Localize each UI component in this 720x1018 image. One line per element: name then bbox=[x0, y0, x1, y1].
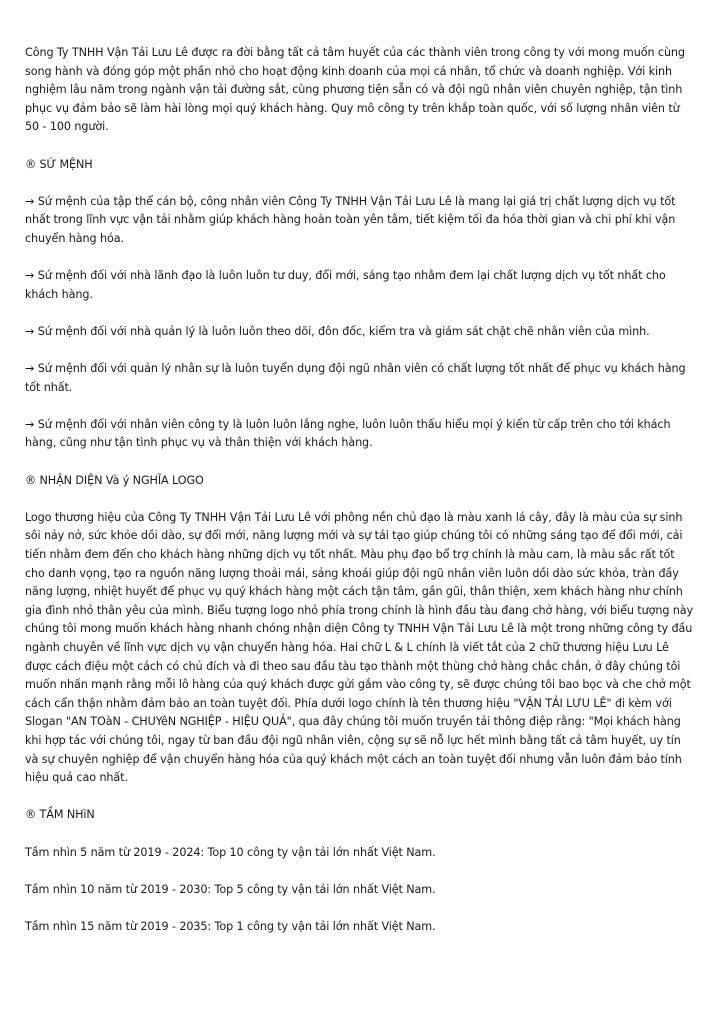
mission-item: → Sứ mệnh của tập thể cán bộ, công nhân viên Công Ty TNHH Vận Tải Lưu Lê là mang lại giá trị chất lượng dịch vụ tốt nhất trong lĩnh vực vận tải nhằm giúp khách hàng hoàn toàn yên tâm, tiết kiệm tối đa hóa thời gian và chi phí khi vận chuyển hàng hóa. bbox=[25, 194, 676, 245]
mission-item: → Sứ mệnh đối với nhà lãnh đạo là luôn luôn tư duy, đổi mới, sáng tạo nhằm đem lại chất lượng dịch vụ tốt nhất cho khách hàng. bbox=[25, 269, 666, 301]
vision-item: Tầm nhìn 5 năm từ 2019 - 2024: Top 10 công ty vận tải lớn nhất Việt Nam. bbox=[25, 845, 436, 859]
mission-item: → Sứ mệnh đối với quản lý nhân sự là luôn tuyển dụng đội ngũ nhân viên có chất lượng tốt nhất để phục vụ khách hàng tốt nhất. bbox=[25, 362, 686, 394]
logo-paragraph: Logo thương hiệu của Công Ty TNHH Vận Tải Lưu Lê với phông nền chủ đạo là màu xanh lá cây, đây là màu của sự sinh sôi nảy nở, sức khỏe dồi dào, sự đổi mới, năng lượng mới và sự tái tạo giúp chúng tôi có những sáng tạo để đổi mới, cải tiến nhằm đem đến cho khách hàng những dịch vụ tốt nhất. Màu phụ đạo bổ trợ chính là màu cam, là màu sắc rất tốt cho danh vọng, tạo ra nguồn năng lượng thoải mái, sảng khoái giúp đội ngũ nhân viên luôn dồi dào sức khỏa, tràn đầy năng lượng, nhiệt huyết để phục vụ quý khách hàng một cách tận tâm, gần gũi, thân thiện, xem khách hàng như chính gia đình nhỏ thân yêu của mình. Biểu tượng logo nhỏ phía trong chính là hình đầu tàu đang chở hàng, với biểu tượng này chúng tôi mong muốn khách hàng nhanh chóng nhận diện Công ty TNHH Vận Tải Lưu Lê là một trong những công ty đầu ngành chuyên về lĩnh vực dịch vụ vận chuyển hàng hóa. Hai chữ L & L chính là viết tắt của 2 chữ thương hiệu Lưu Lê được cách điệu một cách có chủ đích và đi theo sau đầu tàu tạo thành một thùng chở hàng chắc chắn, ở đây chúng tôi muốn nhấn mạnh rằng mỗi lô hàng của quý khách được gửi gắm vào công ty, sẽ được chúng tôi bao bọc và che chở một cách cẩn thận nhằm đảm bảo an toàn tuyệt đối. Phía dưới logo chính là tên thương hiệu "VẬN TẢI LƯU LÊ" đi kèm với Slogan "AN TOàN - CHUYêN NGHIỆP - HIỆU QUẢ", qua đây chúng tôi muốn truyền tải thông điệp rằng: "Mọi khách hàng khi hợp tác với chúng tôi, ngay từ ban đầu đội ngũ nhân viên, cộng sự sẽ nỗ lực hết mình bằng tất cả tâm huyết, uy tín và sự chuyên nghiệp để vận chuyển hàng hóa của quý khách một cách an toàn tuyệt đối nhưng vẫn luôn đảm bảo tính hiệu quả cao nhất. bbox=[25, 510, 694, 785]
vision-item: Tầm nhìn 15 năm từ 2019 - 2035: Top 1 công ty vận tải lớn nhất Việt Nam. bbox=[25, 919, 436, 933]
mission-item: → Sứ mệnh đối với nhân viên công ty là luôn luôn lắng nghe, luôn luôn thấu hiểu mọi ý kiến từ cấp trên cho tới khách hàng, cũng như tận tình phục vụ và thân thiện với khách hàng. bbox=[25, 417, 671, 450]
mission-heading: ® SỨ MỆNH bbox=[25, 157, 93, 171]
document-page bbox=[25, 44, 697, 955]
vision-item: Tầm nhìn 10 năm từ 2019 - 2030: Top 5 công ty vận tải lớn nhất Việt Nam. bbox=[25, 882, 436, 896]
mission-item: → Sứ mệnh đối với nhà quản lý là luôn luôn theo dõi, đôn đốc, kiểm tra và giám sát chặt chẽ nhân viên của mình. bbox=[25, 324, 650, 338]
logo-heading: ® NHẬN DIỆN Và ý NGHĨA LOGO bbox=[25, 473, 204, 487]
vision-heading: ® TẦM NHìN bbox=[25, 808, 95, 822]
intro-paragraph: Công Ty TNHH Vận Tải Lưu Lê được ra đời bằng tất cả tâm huyết của các thành viên trong công ty với mong muốn cùng song hành và đóng góp một phần nhỏ cho hoạt động kinh doanh của mọi cá nhân, tổ chức và doanh nghiệp. Với kinh nghiệm lâu năm trong ngành vận tải đường sắt, cùng phương tiện sẵn có và đội ngũ nhân viên chuyên nghiệp, tận tình phục vụ đảm bảo sẽ làm hài lòng mọi quý khách hàng. Quy mô công ty trên khắp toàn quốc, với số lượng nhân viên từ 50 - 100 người. bbox=[25, 46, 685, 134]
